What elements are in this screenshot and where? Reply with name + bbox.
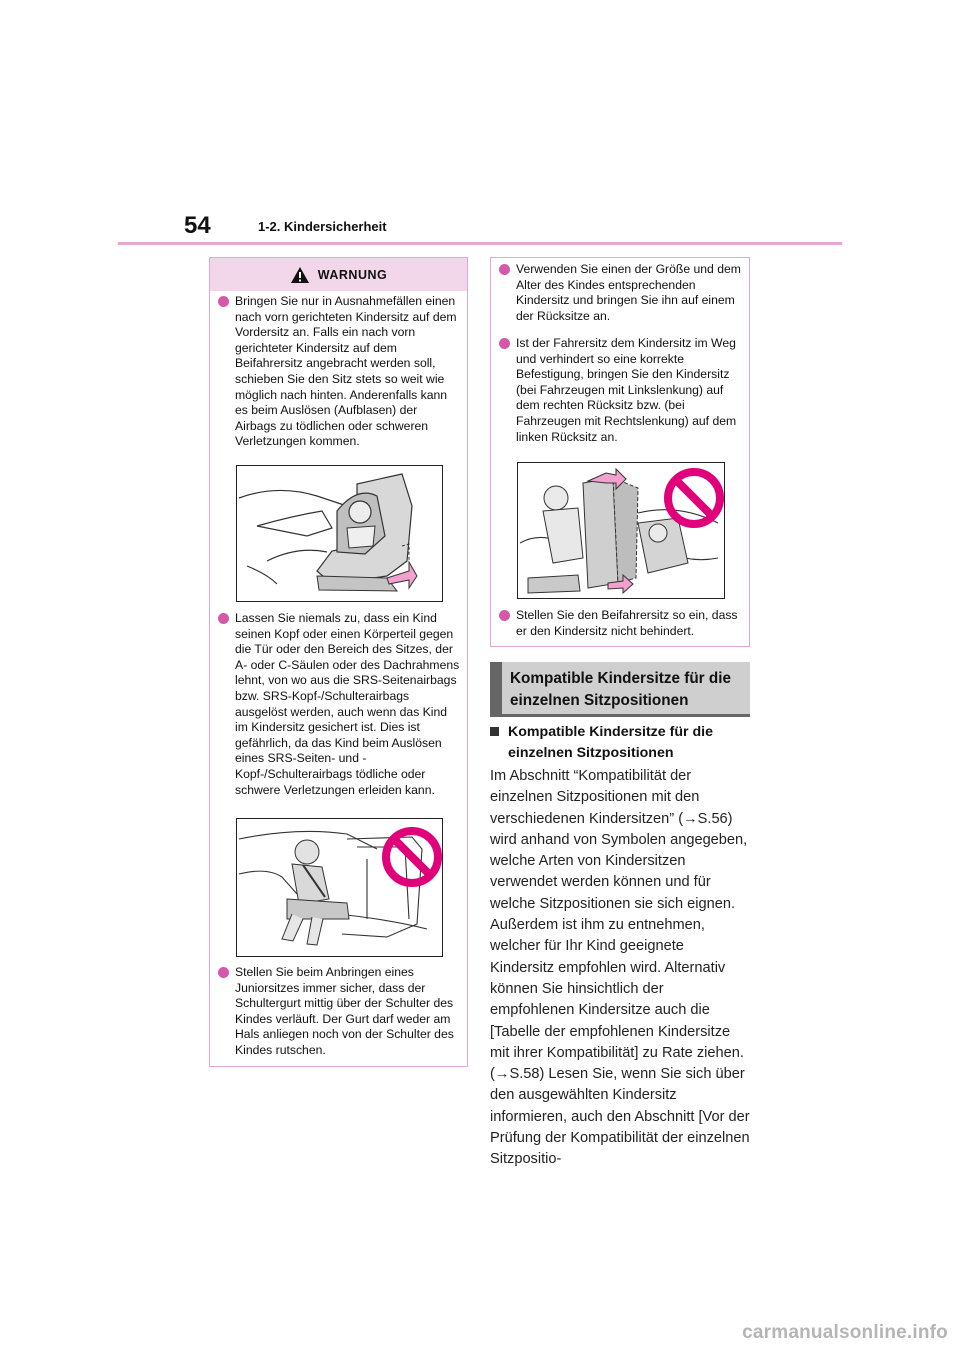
warning-bullet-3 xyxy=(218,965,460,1059)
right-warning-continuation xyxy=(490,257,750,647)
section-heading-rule xyxy=(490,714,750,717)
warning-bullet-text: Bringen Sie nur in Ausnahmefällen einen nach vorn gerichteten Kindersitz auf dem Vordersitz an. Falls ein nach vorn gerichteter Kindersitz auf dem Beifahrersitz angebracht werden soll, schieben Sie den Sitz stets so weit wie möglich nach hinten. Anderenfalls kann es beim Auslösen (Aufblasen) der Airbags zu tödlichen oder schweren Verletzungen kommen. xyxy=(235,294,457,449)
warning-title: WARNUNG xyxy=(317,267,388,282)
warning-bullet-text: Stellen Sie beim Anbringen eines Juniorsitzes immer sicher, dass der Schultergurt mittig über der Schulter des Kindes verläuft. Der Gurt darf weder am Hals anliegen noch von der Schulter des Kindes rutschen. xyxy=(235,965,454,1057)
right-bullet-text: Verwenden Sie einen der Größe und dem Alter des Kindes entsprechenden Kindersitz und bringen Sie ihn auf einem der Rücksitze an. xyxy=(516,262,741,323)
warning-header xyxy=(210,258,467,291)
bullet-dot-icon xyxy=(218,296,229,307)
warning-bullet-1 xyxy=(218,294,460,450)
bullet-dot-icon xyxy=(499,264,510,275)
right-bullet-text: Ist der Fahrersitz dem Kindersitz im Weg und verhindert so eine korrekte Befestigung, bringen Sie den Kindersitz (bei Fahrzeugen mit Linkslenkung) auf dem rechten Rücksitz bzw. (bei Fahrzeugen mit Rechtslenkung) auf dem linken Rücksitz an. xyxy=(516,336,737,444)
bullet-dot-icon xyxy=(218,967,229,978)
subsection-heading xyxy=(490,722,750,764)
chapter-title: 1-2. Kindersicherheit xyxy=(258,219,387,234)
subsection-title: Kompatible Kindersitze für die einzelnen Sitzpositionen xyxy=(508,724,713,761)
illustration-front-seat xyxy=(236,465,443,602)
right-bullet-3 xyxy=(499,608,741,639)
square-bullet-icon xyxy=(490,727,499,736)
section-title: Kompatible Kindersitze für die einzelnen Sitzpositionen xyxy=(510,670,731,709)
section-heading xyxy=(490,662,750,716)
illustration-driver-seat-prohibited xyxy=(517,462,725,599)
watermark: carmanualsonline.info xyxy=(742,1322,948,1343)
warning-triangle-icon xyxy=(290,266,310,284)
warning-bullet-text: Lassen Sie niemals zu, dass ein Kind seinen Kopf oder einen Körperteil gegen die Tür oder den Bereich des Sitzes, der A- oder C-Säulen oder des Dachrahmens lehnt, von wo aus die SRS-Seitenairbags bzw. SRS-Kopf-/Schulterairbags ausgelöst werden, auch wenn das Kind im Kindersitz gesichert ist. Dies ist gefährlich, da das Kind beim Auslösen eines SRS-Seiten- und -Kopf-/Schulterairbags tödliche oder schwere Verletzungen erleiden kann. xyxy=(235,611,460,797)
prohibition-icon xyxy=(386,831,438,883)
right-bullet-text: Stellen Sie den Beifahrersitz so ein, dass er den Kindersitz nicht behindert. xyxy=(516,608,738,638)
bullet-dot-icon xyxy=(499,610,510,621)
prohibition-icon xyxy=(668,472,720,524)
section-body: Im Abschnitt “Kompatibilität der einzelnen Sitzpositionen mit den verschiedenen Kindersitzen” (→S.56) wird anhand von Symbolen angegeben, welche Arten von Kindersitzen verwendet werden können und für welche Sitzpositionen sie sich eignen. Außerdem ist ihm zu entnehmen, welcher für Ihr Kind geeignete Kindersitz empfohlen wird. Alternativ können Sie hinsichtlich der empfohlenen Kindersitze auch die [Tabelle der empfohlenen Kindersitze mit ihrer Kompatibilität] zu Rate ziehen. (→S.58) Lesen Sie, wenn Sie sich über den ausgewählten Kindersitz informieren, auch den Abschnitt [Vor der Prüfung der Kompatibilität der einzelnen Sitzpositio- xyxy=(490,768,750,1168)
illustration-rear-seat-prohibited xyxy=(236,818,443,957)
bullet-dot-icon xyxy=(218,613,229,624)
warning-box xyxy=(209,257,468,1067)
right-bullet-1 xyxy=(499,262,741,324)
page-number: 54 xyxy=(184,212,211,239)
right-bullet-2 xyxy=(499,336,741,445)
warning-bullet-2 xyxy=(218,611,460,798)
header-rule xyxy=(118,242,842,245)
bullet-dot-icon xyxy=(499,338,510,349)
